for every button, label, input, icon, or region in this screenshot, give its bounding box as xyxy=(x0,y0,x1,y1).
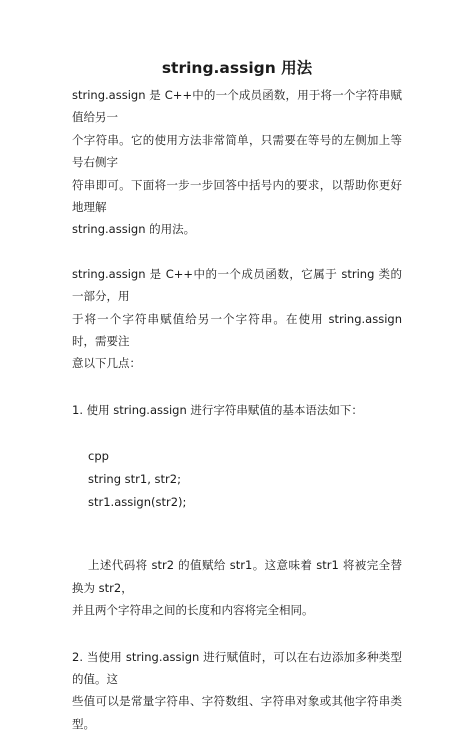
spacer xyxy=(72,514,402,554)
text-line: 并且两个字符串之间的长度和内容将完全相同。 xyxy=(72,599,402,621)
page-title: string.assign 用法 xyxy=(72,58,402,78)
text-line: string.assign 的用法。 xyxy=(72,218,402,240)
text-line: string.assign 是 C++中的一个成员函数，用于将一个字符串赋值给另一 xyxy=(72,84,402,129)
spacer xyxy=(72,622,402,646)
text-line: 个字符串。它的使用方法非常简单，只需要在等号的左侧加上等号右侧字 xyxy=(72,129,402,174)
code-block xyxy=(72,445,402,514)
text-line: 上述代码将 str2 的值赋给 str1。这意味着 str1 将被完全替换为 str2， xyxy=(72,554,402,599)
point-one: 1. 使用 string.assign 进行字符串赋值的基本语法如下： xyxy=(72,399,402,421)
text-line: 些值可以是常量字符串、字符数组、字符串对象或其他字符串类型。 xyxy=(72,690,402,735)
text-line: 2. 当使用 string.assign 进行赋值时，可以在右边添加多种类型的值。这 xyxy=(72,646,402,691)
second-paragraph xyxy=(72,263,402,375)
spacer xyxy=(72,241,402,263)
code-line: cpp xyxy=(88,445,402,468)
text-line: 符串即可。下面将一步一步回答中括号内的要求，以帮助你更好地理解 xyxy=(72,174,402,219)
point-two xyxy=(72,646,402,735)
code-line: string str1, str2; xyxy=(88,468,402,491)
text-line: 于将一个字符串赋值给另一个字符串。在使用 string.assign 时，需要注 xyxy=(72,308,402,353)
explain-paragraph xyxy=(72,554,402,621)
intro-paragraph xyxy=(72,84,402,241)
text-line: string.assign 是 C++中的一个成员函数，它属于 string 类的一部分，用 xyxy=(72,263,402,308)
text-line: 意以下几点： xyxy=(72,352,402,374)
spacer xyxy=(72,375,402,399)
code-line: str1.assign(str2); xyxy=(88,491,402,514)
spacer xyxy=(72,421,402,445)
